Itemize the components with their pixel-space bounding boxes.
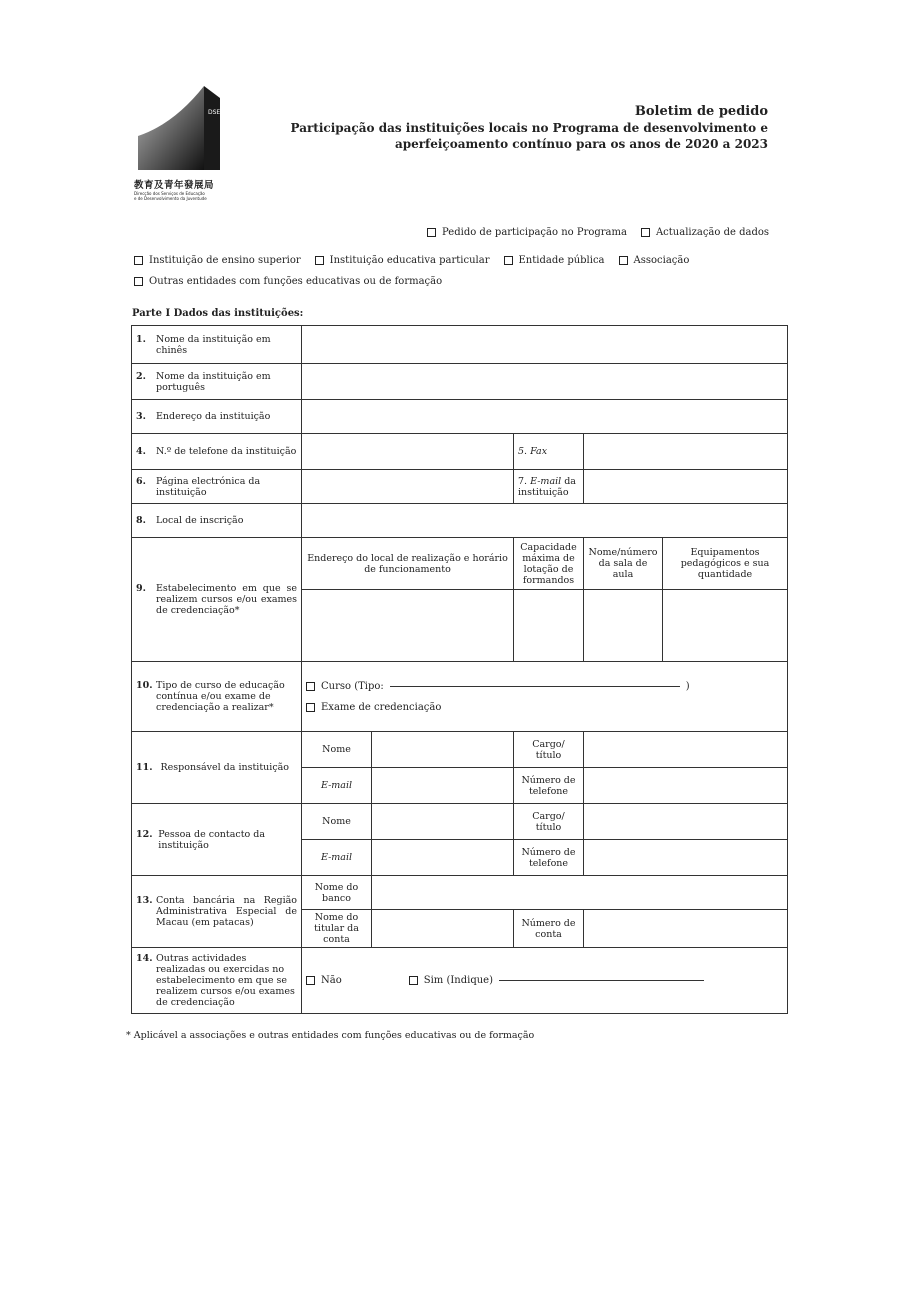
checkbox[interactable]	[134, 277, 143, 286]
logo-chinese-name: 教育及青年發展局	[134, 180, 215, 191]
svg-text:DSEDJ: DSEDJ	[208, 109, 227, 116]
checkbox-yes[interactable]	[409, 976, 418, 985]
footnote: * Aplicável a associações e outras entidades com funções educativas ou de formação	[126, 1030, 535, 1041]
request-type-options	[427, 227, 769, 238]
label-registration-place: Local de inscrição	[156, 515, 244, 526]
label-phone: N.º de telefone da instituição	[156, 446, 297, 457]
input-room[interactable]	[584, 590, 663, 662]
input-name-chinese[interactable]	[302, 326, 788, 364]
checkbox[interactable]	[641, 228, 650, 237]
label-establishment: Estabelecimento em que se realizem cursos e/ou exames de credenciação*	[156, 583, 297, 616]
label-other-activities: Outras actividades realizadas ou exercidas no estabelecimento em que se realizem cursos e/ou exames de credenciação	[156, 953, 295, 1008]
checkbox[interactable]	[306, 682, 315, 691]
dsedj-emblem-icon	[134, 84, 227, 170]
option-yes: Sim (Indique)	[423, 975, 493, 986]
label-responsible: Responsável da instituição	[160, 762, 290, 773]
input-responsible-phone[interactable]	[584, 768, 788, 804]
row-12a: 12. Pessoa de contacto da instituição Nome Cargo/ título	[132, 804, 788, 840]
input-fax[interactable]	[584, 434, 788, 470]
input-website[interactable]	[302, 470, 514, 504]
input-equipment[interactable]	[663, 590, 788, 662]
input-contact-role[interactable]	[584, 804, 788, 840]
label-email: 7. E-mail da instituição	[514, 470, 584, 504]
row-6-7: 6. Página electrónica da instituição 7. E-mail da instituição	[132, 470, 788, 504]
institution-type-options	[134, 255, 689, 266]
form-subtitle-2: aperfeiçoamento contínuo para os anos de 2020 a 2023	[394, 137, 768, 151]
logo-portuguese-name-1: Direcção dos Serviços de Educação	[134, 191, 205, 196]
label-contact-person: Pessoa de contacto da instituição	[158, 828, 266, 851]
form-title: Boletim de pedido	[634, 104, 768, 119]
input-account-holder[interactable]	[372, 910, 514, 948]
input-address-hours[interactable]	[302, 590, 514, 662]
option-private-school[interactable]: Instituição educativa particular	[315, 255, 490, 266]
label-account-number: Número de conta	[514, 910, 584, 948]
label-account-holder: Nome do titular da conta	[302, 910, 372, 948]
input-contact-name[interactable]	[372, 804, 514, 840]
label-responsible-role: Cargo/ título	[514, 732, 584, 768]
row-10: 10. Tipo de curso de educação contínua e/ou exame de credenciação a realizar* Curso (Tipo: ) Exame de credenciação	[132, 662, 788, 732]
label-responsible-email: E-mail	[302, 768, 372, 804]
col-address-hours: Endereço do local de realização e horário de funcionamento	[302, 538, 514, 590]
row-11a: 11. Responsável da instituição Nome Cargo/ título	[132, 732, 788, 768]
checkbox[interactable]	[315, 256, 324, 265]
checkbox[interactable]	[427, 228, 436, 237]
col-room: Nome/número da sala de aula	[584, 538, 663, 590]
form-subtitle-1: Participação das instituições locais no Programa de desenvolvimento e	[290, 121, 768, 135]
checkbox[interactable]	[619, 256, 628, 265]
row-13a: 13. Conta bancária na Região Administrativa Especial de Macau (em patacas) Nome do banco	[132, 876, 788, 910]
row-8: 8. Local de inscrição	[132, 504, 788, 538]
institution-data-table	[131, 325, 788, 1014]
part-title: Parte I Dados das instituições:	[132, 308, 304, 319]
input-responsible-email[interactable]	[372, 768, 514, 804]
row-4-5: 4. N.º de telefone da instituição 5. Fax	[132, 434, 788, 470]
label-name-portuguese: Nome da instituição em português	[156, 370, 271, 393]
label-contact-phone: Número de telefone	[514, 840, 584, 876]
option-exam[interactable]: Exame de credenciação	[306, 702, 783, 713]
input-email[interactable]	[584, 470, 788, 504]
option-other-entities[interactable]: Outras entidades com funções educativas ou de formação	[134, 276, 442, 287]
option-no: Não	[321, 975, 342, 986]
option-course[interactable]: Curso (Tipo: )	[306, 681, 783, 692]
option-update-data[interactable]: Actualização de dados	[641, 227, 769, 238]
option-association[interactable]: Associação	[619, 255, 690, 266]
label-bank-account: Conta bancária na Região Administrativa Especial de Macau (em patacas)	[156, 895, 297, 928]
col-equipment: Equipamentos pedagógicos e sua quantidade	[663, 538, 788, 590]
input-responsible-name[interactable]	[372, 732, 514, 768]
row-2: 2. Nome da instituição em português	[132, 364, 788, 400]
checkbox[interactable]	[504, 256, 513, 265]
input-account-number[interactable]	[584, 910, 788, 948]
checkbox-no[interactable]	[306, 976, 315, 985]
option-public-entity[interactable]: Entidade pública	[504, 255, 605, 266]
form-title-block	[291, 104, 769, 152]
logo-portuguese-name-2: e de Desenvolvimento da Juventude	[134, 196, 207, 201]
course-type-input[interactable]	[390, 686, 680, 687]
input-registration-place[interactable]	[302, 504, 788, 538]
label-name-chinese: Nome da instituição em chinês	[156, 333, 271, 356]
label-bank-name: Nome do banco	[302, 876, 372, 910]
label-address: Endereço da instituição	[156, 411, 271, 422]
label-responsible-name: Nome	[302, 732, 372, 768]
input-responsible-role[interactable]	[584, 732, 788, 768]
col-capacity: Capacidade máxima de lotação de formandos	[514, 538, 584, 590]
label-contact-name: Nome	[302, 804, 372, 840]
dsedj-logo	[134, 84, 244, 202]
input-phone[interactable]	[302, 434, 514, 470]
input-contact-phone[interactable]	[584, 840, 788, 876]
row-1: 1. Nome da instituição em chinês	[132, 326, 788, 364]
checkbox[interactable]	[306, 703, 315, 712]
label-fax: 5. Fax	[514, 434, 584, 470]
input-name-portuguese[interactable]	[302, 364, 788, 400]
label-course-type: Tipo de curso de educação contínua e/ou exame de credenciação a realizar*	[156, 680, 285, 713]
row-9-header: 9. Estabelecimento em que se realizem cursos e/ou exames de credenciação* Endereço do local de realização e horário de funcionamento Capacidade máxima de lotação de formandos Nome/número da sala de aula Equipamentos pedagógicos e sua quantidade	[132, 538, 788, 590]
checkbox[interactable]	[134, 256, 143, 265]
label-website: Página electrónica da instituição	[156, 475, 261, 498]
label-responsible-phone: Número de telefone	[514, 768, 584, 804]
option-higher-education[interactable]: Instituição de ensino superior	[134, 255, 301, 266]
row-3: 3. Endereço da instituição	[132, 400, 788, 434]
input-bank-name[interactable]	[372, 876, 788, 910]
label-contact-role: Cargo/ título	[514, 804, 584, 840]
input-contact-email[interactable]	[372, 840, 514, 876]
option-participation[interactable]: Pedido de participação no Programa	[427, 227, 627, 238]
label-contact-email: E-mail	[302, 840, 372, 876]
input-capacity[interactable]	[514, 590, 584, 662]
row-14: 14. Outras actividades realizadas ou exercidas no estabelecimento em que se realizem cursos e/ou exames de credenciação Não Sim (Indique)	[132, 948, 788, 1014]
other-activities-input[interactable]	[499, 980, 704, 981]
input-address[interactable]	[302, 400, 788, 434]
